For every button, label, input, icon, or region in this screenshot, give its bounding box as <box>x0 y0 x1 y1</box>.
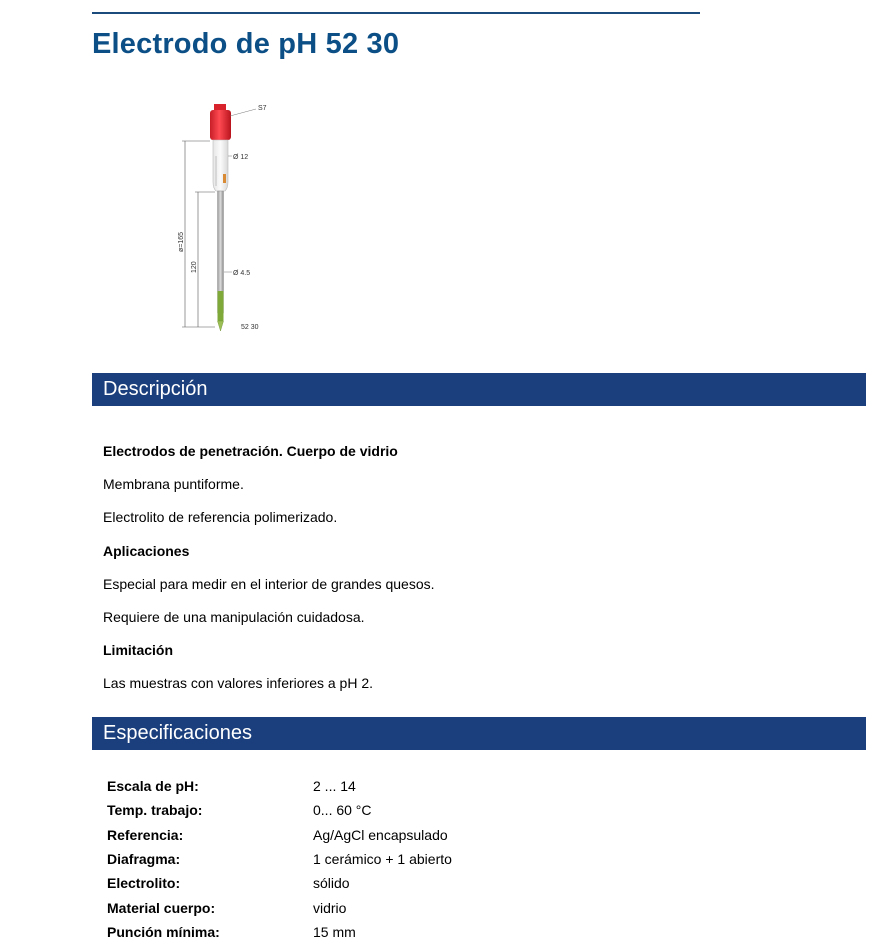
table-row <box>107 798 613 822</box>
description-paragraph: Especial para medir en el interior de grandes quesos. <box>103 575 435 592</box>
table-row <box>107 847 613 871</box>
page-title: Electrodo de pH 52 30 <box>92 28 400 60</box>
spec-label: Electrolito: <box>107 875 181 892</box>
shaft-length-label: 120 <box>191 261 198 273</box>
spec-value: 1 cerámico + 1 abierto <box>313 851 452 868</box>
total-length-label: ø=165 <box>178 231 185 252</box>
description-body <box>103 441 803 707</box>
electrode-drawing <box>170 96 280 341</box>
description-paragraph: Requiere de una manipulación cuidadosa. <box>103 608 365 625</box>
description-paragraph: Electrolito de referencia polimerizado. <box>103 509 338 526</box>
applications-subheading: Aplicaciones <box>103 542 190 559</box>
description-paragraph: Electrodos de penetración. Cuerpo de vidrio <box>103 443 398 459</box>
spec-value: sólido <box>313 875 350 892</box>
limitation-subheading: Limitación <box>103 642 174 659</box>
table-row <box>107 920 613 944</box>
electrode-tip <box>218 291 224 321</box>
spec-label: Diafragma: <box>107 851 181 868</box>
table-row <box>107 774 613 798</box>
description-paragraph: Membrana puntiforme. <box>103 476 244 493</box>
diameter-shaft-label: Ø 4.5 <box>233 270 251 277</box>
top-rule <box>92 12 700 14</box>
specifications-table <box>107 774 613 944</box>
table-row <box>107 823 613 847</box>
description-paragraph: Las muestras con valores inferiores a pH 2. <box>103 675 374 692</box>
spec-value: 0... 60 °C <box>313 802 372 819</box>
model-label: 52 30 <box>241 324 259 331</box>
table-row <box>107 895 613 919</box>
spec-label: Material cuerpo: <box>107 899 216 916</box>
spec-label: Referencia: <box>107 826 184 843</box>
connector-label: S7 <box>258 105 267 112</box>
description-heading: Descripción <box>103 378 208 400</box>
dimension-lines <box>182 141 215 327</box>
diameter-top-label: Ø 12 <box>233 154 249 161</box>
spec-value: 15 mm <box>313 923 356 940</box>
spec-label: Temp. trabajo: <box>107 802 203 819</box>
specifications-heading: Especificaciones <box>103 722 252 744</box>
spec-value: vidrio <box>313 899 347 916</box>
connector-cap <box>210 104 231 140</box>
spec-value: 2 ... 14 <box>313 778 356 795</box>
specifications-section-header <box>92 717 866 750</box>
spec-label: Escala de pH: <box>107 778 199 795</box>
table-row <box>107 871 613 895</box>
description-section-header <box>92 373 866 406</box>
spec-value: Ag/AgCl encapsulado <box>313 826 448 843</box>
spec-label: Punción mínima: <box>107 923 220 940</box>
